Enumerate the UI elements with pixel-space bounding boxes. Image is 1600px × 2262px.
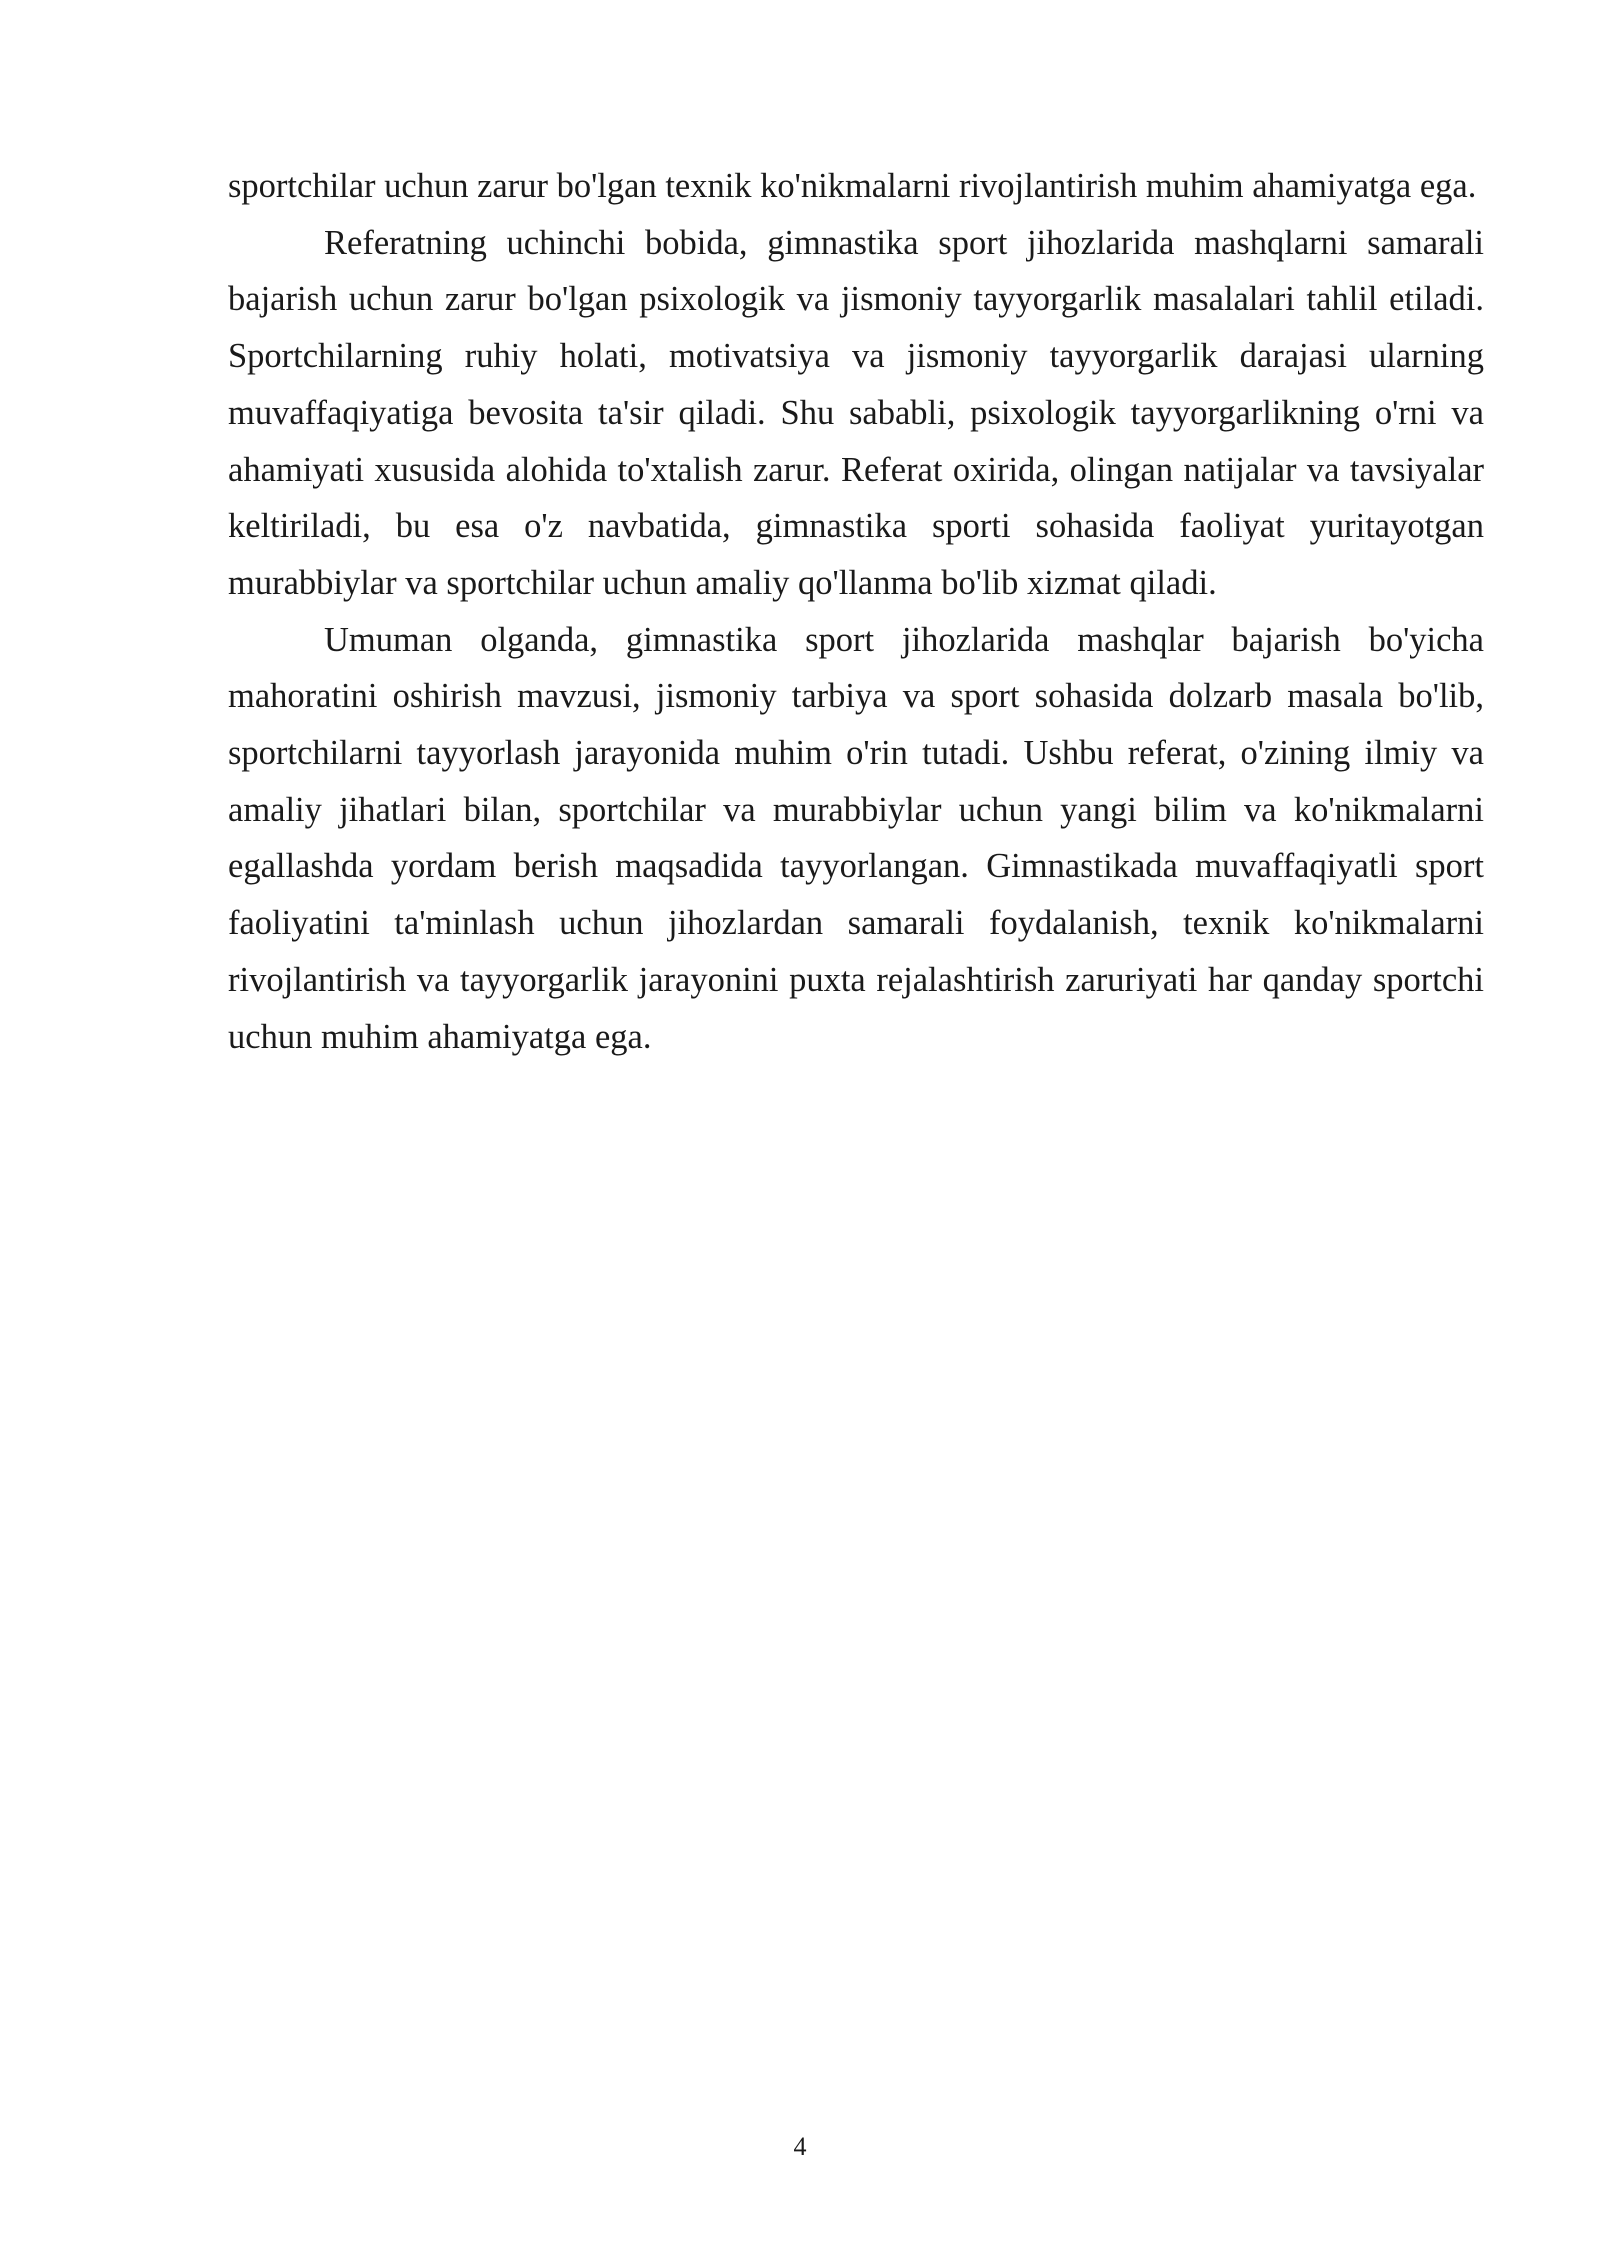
paragraph-continuation: sportchilar uchun zarur bo'lgan texnik ko'nikmalarni rivojlantirish muhim ahamiyatga ega.	[228, 167, 1477, 205]
paragraph-third-chapter: Referatning uchinchi bobida, gimnastika sport jihozlarida mashqlarni samarali bajarish uchun zarur bo'lgan psixologik va jismoniy tayyorgarlik masalalari tahlil etiladi. Sportchilarning ruhiy holati, motivatsiya va jismoniy tayyorgarlik darajasi ularning muvaffaqiyatiga bevosita ta'sir qiladi. Shu sababli, psixologik tayyorgarlikning o'rni va ahamiyati xususida alohida to'xtalish zarur. Referat oxirida, olingan natijalar va tavsiyalar keltiriladi, bu esa o'z navbatida, gimnastika sporti sohasida faoliyat yuritayotgan murabbiylar va sportchilar uchun amaliy qo'llanma bo'lib xizmat qiladi.	[228, 223, 1484, 602]
paragraph-conclusion: Umuman olganda, gimnastika sport jihozlarida mashqlar bajarish bo'yicha mahoratini oshirish mavzusi, jismoniy tarbiya va sport sohasida dolzarb masala bo'lib, sportchilarni tayyorlash jarayonida muhim o'rin tutadi. Ushbu referat, o'zining ilmiy va amaliy jihatlari bilan, sportchilar va murabbiylar uchun yangi bilim va ko'nikmalarni egallashda yordam berish maqsadida tayyorlangan. Gimnastikada muvaffaqiyatli sport faoliyatini ta'minlash uchun jihozlardan samarali foydalanish, texnik ko'nikmalarni rivojlantirish va tayyorgarlik jarayonini puxta rejalashtirish zaruriyati har qanday sportchi uchun muhim ahamiyatga ega.	[228, 620, 1484, 1056]
body-text	[228, 158, 1484, 1065]
page-number: 4	[793, 2132, 807, 2161]
